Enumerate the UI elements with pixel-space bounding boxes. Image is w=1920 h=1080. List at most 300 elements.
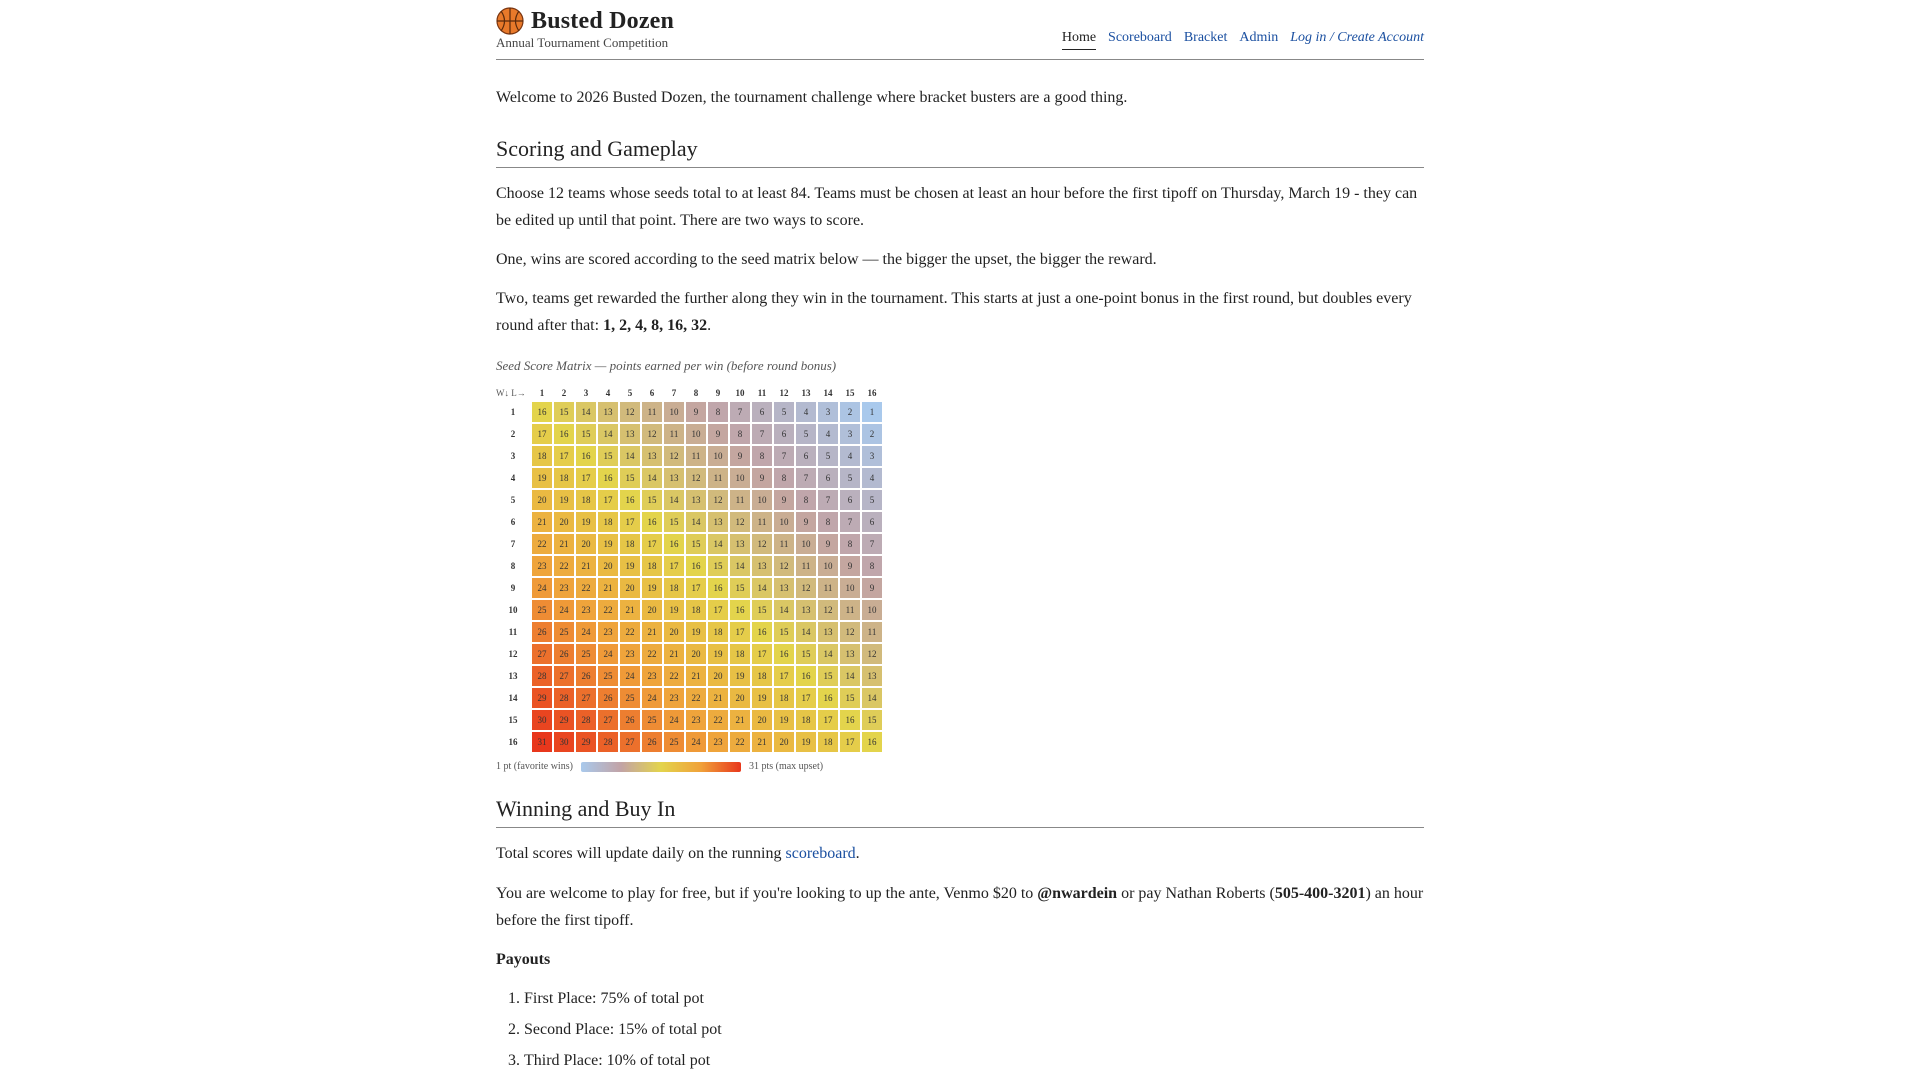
matrix-cell: 24 [532, 578, 552, 598]
matrix-cell: 5 [796, 424, 816, 444]
scoring-paragraph-1: Choose 12 teams whose seeds total to at least 84. Teams must be chosen at least an hour before the first tipoff on Thursday, March 19 - they can be edited up until that point. There are two ways to score. [496, 185, 1418, 229]
matrix-cell: 22 [554, 556, 574, 576]
matrix-cell: 19 [796, 732, 816, 752]
nav-scoreboard[interactable]: Scoreboard [1108, 30, 1172, 45]
matrix-cell: 11 [752, 512, 772, 532]
matrix-row [496, 468, 882, 488]
matrix-cell: 17 [840, 732, 860, 752]
matrix-cell: 14 [686, 512, 706, 532]
matrix-col-header: 15 [845, 388, 855, 398]
matrix-cell: 14 [708, 534, 728, 554]
matrix-cell: 15 [576, 424, 596, 444]
matrix-cell: 17 [774, 666, 794, 686]
matrix-cell: 6 [818, 468, 838, 488]
legend-gradient-bar [581, 762, 741, 772]
matrix-cell: 15 [554, 402, 574, 422]
matrix-cell: 9 [708, 424, 728, 444]
matrix-cell: 21 [554, 534, 574, 554]
matrix-cell: 18 [774, 688, 794, 708]
matrix-cell: 23 [686, 710, 706, 730]
matrix-cell: 18 [642, 556, 662, 576]
matrix-cell: 4 [796, 402, 816, 422]
matrix-cell: 27 [598, 710, 618, 730]
matrix-cell: 11 [642, 402, 662, 422]
matrix-cell: 10 [708, 446, 728, 466]
matrix-cell: 26 [554, 644, 574, 664]
matrix-cell: 22 [708, 710, 728, 730]
matrix-cell: 9 [774, 490, 794, 510]
matrix-cell: 7 [774, 446, 794, 466]
matrix-cell: 27 [554, 666, 574, 686]
matrix-row-header: 7 [510, 539, 516, 549]
round-bonus-text: Two, teams get rewarded the further along they win in the tournament. This starts at just a one-point bonus in the first round, but doubles every round after that: [496, 290, 1412, 334]
matrix-cell: 9 [686, 402, 706, 422]
matrix-cell: 22 [686, 688, 706, 708]
matrix-cell: 16 [730, 600, 750, 620]
matrix-cell: 9 [730, 446, 750, 466]
matrix-cell: 17 [730, 622, 750, 642]
matrix-cell: 24 [576, 622, 596, 642]
matrix-col-header: 1 [539, 388, 545, 398]
matrix-row-header: 13 [508, 671, 518, 681]
matrix-cell: 8 [862, 556, 882, 576]
matrix-cell: 22 [598, 600, 618, 620]
payouts-list [496, 987, 1452, 1080]
matrix-cell: 21 [576, 556, 596, 576]
matrix-cell: 14 [774, 600, 794, 620]
matrix-cell: 6 [796, 446, 816, 466]
nav-admin[interactable]: Admin [1239, 30, 1279, 45]
matrix-cell: 20 [554, 512, 574, 532]
matrix-cell: 14 [840, 666, 860, 686]
matrix-cell: 23 [664, 688, 684, 708]
matrix-cell: 8 [840, 534, 860, 554]
scoring-paragraph-2: One, wins are scored according to the seed matrix below — the bigger the upset, the bigger the reward. [496, 251, 1157, 268]
matrix-cell: 15 [730, 578, 750, 598]
matrix-col-header: 13 [801, 388, 811, 398]
matrix-cell: 12 [708, 490, 728, 510]
matrix-cell: 19 [708, 644, 728, 664]
matrix-cell: 5 [818, 446, 838, 466]
matrix-cell: 18 [620, 534, 640, 554]
matrix-cell: 2 [862, 424, 882, 444]
matrix-cell: 22 [576, 578, 596, 598]
matrix-row [496, 622, 882, 642]
matrix-cell: 10 [774, 512, 794, 532]
matrix-cell: 21 [686, 666, 706, 686]
matrix-cell: 19 [730, 666, 750, 686]
matrix-cell: 23 [708, 732, 728, 752]
matrix-cell: 4 [862, 468, 882, 488]
matrix-cell: 26 [576, 666, 596, 686]
matrix-cell: 8 [774, 468, 794, 488]
buyin-text-b: or pay Nathan Roberts ( [1117, 885, 1275, 902]
matrix-cell: 25 [642, 710, 662, 730]
matrix-cell: 18 [752, 666, 772, 686]
matrix-cell: 3 [862, 446, 882, 466]
matrix-cell: 19 [774, 710, 794, 730]
matrix-row [496, 710, 882, 730]
matrix-cell: 16 [818, 688, 838, 708]
matrix-cell: 9 [862, 578, 882, 598]
matrix-cell: 17 [642, 534, 662, 554]
round-bonus-suffix: . [707, 317, 712, 334]
matrix-cell: 23 [532, 556, 552, 576]
matrix-cell: 14 [818, 644, 838, 664]
matrix-cell: 20 [576, 534, 596, 554]
matrix-row-header: 11 [508, 627, 518, 637]
matrix-cell: 17 [576, 468, 596, 488]
matrix-cell: 25 [664, 732, 684, 752]
matrix-cell: 10 [818, 556, 838, 576]
matrix-cell: 7 [730, 402, 750, 422]
matrix-row-header: 1 [510, 407, 516, 417]
brand[interactable] [496, 7, 674, 35]
matrix-col-header: 6 [649, 388, 655, 398]
matrix-cell: 8 [730, 424, 750, 444]
matrix-header-row [496, 386, 882, 400]
matrix-cell: 13 [664, 468, 684, 488]
matrix-cell: 16 [686, 556, 706, 576]
matrix-cell: 17 [554, 446, 574, 466]
matrix-cell: 16 [642, 512, 662, 532]
matrix-cell: 11 [862, 622, 882, 642]
seed-matrix-container [494, 384, 1422, 754]
matrix-cell: 2 [840, 402, 860, 422]
site-header [496, 0, 1424, 60]
matrix-cell: 16 [554, 424, 574, 444]
nav-login[interactable]: Log in / Create Account [1290, 30, 1424, 45]
matrix-cell: 14 [598, 424, 618, 444]
matrix-cell: 25 [620, 688, 640, 708]
matrix-cell: 19 [752, 688, 772, 708]
matrix-cell: 18 [576, 490, 596, 510]
matrix-row [496, 688, 882, 708]
matrix-row-header: 2 [510, 429, 516, 439]
matrix-cell: 16 [598, 468, 618, 488]
matrix-cell: 20 [708, 666, 728, 686]
matrix-cell: 18 [730, 644, 750, 664]
matrix-cell: 22 [664, 666, 684, 686]
matrix-cell: 21 [730, 710, 750, 730]
matrix-cell: 10 [840, 578, 860, 598]
matrix-cell: 23 [642, 666, 662, 686]
matrix-cell: 17 [686, 578, 706, 598]
matrix-cell: 9 [818, 534, 838, 554]
matrix-cell: 26 [598, 688, 618, 708]
matrix-cell: 7 [862, 534, 882, 554]
matrix-cell: 13 [840, 644, 860, 664]
matrix-cell: 20 [620, 578, 640, 598]
matrix-cell: 28 [576, 710, 596, 730]
matrix-cell: 28 [554, 688, 574, 708]
matrix-col-header: 4 [605, 388, 611, 398]
matrix-row-header: 10 [508, 605, 518, 615]
matrix-row-header: 14 [508, 693, 518, 703]
matrix-cell: 17 [708, 600, 728, 620]
buyin-text-c: ) an hour before the first tipoff. [496, 885, 1424, 929]
matrix-row-header: 5 [510, 495, 516, 505]
matrix-cell: 15 [598, 446, 618, 466]
matrix-cell: 13 [686, 490, 706, 510]
matrix-cell: 21 [598, 578, 618, 598]
matrix-cell: 11 [686, 446, 706, 466]
matrix-row-header: 12 [508, 649, 518, 659]
legend-max-label: 31 pts (max upset) [748, 761, 824, 772]
matrix-cell: 3 [840, 424, 860, 444]
matrix-cell: 26 [642, 732, 662, 752]
matrix-cell: 7 [796, 468, 816, 488]
matrix-cell: 26 [532, 622, 552, 642]
matrix-cell: 4 [818, 424, 838, 444]
matrix-cell: 15 [708, 556, 728, 576]
matrix-cell: 21 [708, 688, 728, 708]
matrix-cell: 26 [620, 710, 640, 730]
matrix-cell: 6 [774, 424, 794, 444]
basketball-icon [496, 7, 524, 35]
matrix-col-header: 11 [757, 388, 767, 398]
matrix-cell: 17 [532, 424, 552, 444]
matrix-cell: 27 [532, 644, 552, 664]
matrix-cell: 14 [620, 446, 640, 466]
matrix-cell: 18 [598, 512, 618, 532]
matrix-cell: 11 [774, 534, 794, 554]
matrix-caption: Seed Score Matrix — points earned per win (before round bonus) [496, 358, 837, 373]
matrix-cell: 12 [774, 556, 794, 576]
matrix-cell: 22 [532, 534, 552, 554]
matrix-cell: 18 [796, 710, 816, 730]
matrix-col-header: 14 [823, 388, 833, 398]
matrix-cell: 12 [730, 512, 750, 532]
matrix-cell: 28 [532, 666, 552, 686]
matrix-row-header: 4 [510, 473, 516, 483]
matrix-col-header: 10 [735, 388, 745, 398]
matrix-col-header: 2 [561, 388, 567, 398]
matrix-cell: 18 [532, 446, 552, 466]
matrix-col-header: 3 [583, 388, 589, 398]
phone-number: 505-400-3201 [1274, 885, 1366, 902]
matrix-cell: 11 [840, 600, 860, 620]
matrix-cell: 20 [752, 710, 772, 730]
matrix-row [496, 402, 882, 422]
matrix-cell: 5 [840, 468, 860, 488]
matrix-cell: 14 [796, 622, 816, 642]
matrix-cell: 19 [554, 490, 574, 510]
matrix-cell: 11 [796, 556, 816, 576]
payout-first: 1. First Place: 75% of total pot [524, 987, 1452, 1018]
matrix-cell: 18 [554, 468, 574, 488]
matrix-cell: 4 [840, 446, 860, 466]
matrix-cell: 19 [664, 600, 684, 620]
intro-text: Welcome to 2026 Busted Dozen, the tournament challenge where bracket busters are a good thing. [496, 89, 1128, 106]
matrix-cell: 21 [752, 732, 772, 752]
matrix-cell: 15 [796, 644, 816, 664]
payout-second: 2. Second Place: 15% of total pot [524, 1018, 1452, 1049]
matrix-cell: 27 [620, 732, 640, 752]
matrix-cell: 21 [664, 644, 684, 664]
matrix-cell: 10 [752, 490, 772, 510]
nav-home[interactable]: Home [1062, 30, 1096, 50]
matrix-cell: 20 [774, 732, 794, 752]
matrix-cell: 10 [664, 402, 684, 422]
matrix-cell: 15 [752, 600, 772, 620]
matrix-cell: 11 [708, 468, 728, 488]
matrix-cell: 8 [752, 446, 772, 466]
matrix-cell: 13 [730, 534, 750, 554]
matrix-row [496, 556, 882, 576]
matrix-cell: 14 [642, 468, 662, 488]
matrix-row [496, 600, 882, 620]
matrix-cell: 17 [796, 688, 816, 708]
scoreboard-link[interactable]: scoreboard [785, 845, 856, 862]
matrix-cell: 24 [686, 732, 706, 752]
matrix-cell: 16 [774, 644, 794, 664]
matrix-legend [496, 761, 1424, 772]
matrix-cell: 8 [818, 512, 838, 532]
matrix-cell: 12 [840, 622, 860, 642]
payout-third: 3. Third Place: 10% of total pot [524, 1049, 1452, 1080]
matrix-cell: 6 [862, 512, 882, 532]
matrix-col-header: 16 [867, 388, 877, 398]
matrix-cell: 9 [752, 468, 772, 488]
matrix-cell: 11 [664, 424, 684, 444]
matrix-cell: 29 [532, 688, 552, 708]
matrix-cell: 3 [818, 402, 838, 422]
matrix-cell: 29 [554, 710, 574, 730]
matrix-cell: 17 [620, 512, 640, 532]
matrix-cell: 16 [752, 622, 772, 642]
matrix-cell: 15 [686, 534, 706, 554]
matrix-cell: 5 [862, 490, 882, 510]
matrix-row-header: 3 [510, 451, 516, 461]
matrix-cell: 25 [554, 622, 574, 642]
matrix-cell: 16 [840, 710, 860, 730]
matrix-cell: 7 [818, 490, 838, 510]
matrix-cell: 27 [576, 688, 596, 708]
matrix-cell: 13 [598, 402, 618, 422]
venmo-handle: @nwardein [1037, 885, 1118, 902]
matrix-row-header: 8 [510, 561, 516, 571]
scoreboard-suffix: . [855, 845, 860, 862]
matrix-cell: 13 [620, 424, 640, 444]
matrix-cell: 5 [774, 402, 794, 422]
main-nav [1062, 30, 1424, 50]
matrix-cell: 19 [532, 468, 552, 488]
matrix-cell: 15 [774, 622, 794, 642]
matrix-cell: 14 [664, 490, 684, 510]
matrix-cell: 12 [752, 534, 772, 554]
matrix-row [496, 732, 882, 752]
matrix-cell: 14 [752, 578, 772, 598]
matrix-cell: 23 [598, 622, 618, 642]
payouts-heading: Payouts [496, 951, 551, 968]
matrix-cell: 19 [576, 512, 596, 532]
matrix-cell: 14 [576, 402, 596, 422]
matrix-cell: 17 [598, 490, 618, 510]
matrix-cell: 14 [862, 688, 882, 708]
matrix-cell: 19 [620, 556, 640, 576]
matrix-cell: 16 [532, 402, 552, 422]
matrix-cell: 12 [642, 424, 662, 444]
matrix-cell: 21 [532, 512, 552, 532]
matrix-cell: 14 [730, 556, 750, 576]
nav-bracket[interactable]: Bracket [1183, 30, 1228, 45]
matrix-col-header: 7 [671, 388, 677, 398]
buyin-text-a: You are welcome to play for free, but if you're looking to up the ante, Venmo $20 to [496, 885, 1038, 902]
matrix-cell: 22 [620, 622, 640, 642]
matrix-col-header: 9 [715, 388, 721, 398]
round-bonus-values: 1, 2, 4, 8, 16, 32 [603, 317, 708, 334]
matrix-cell: 13 [862, 666, 882, 686]
matrix-cell: 21 [642, 622, 662, 642]
matrix-cell: 11 [818, 578, 838, 598]
matrix-col-header: 8 [693, 388, 699, 398]
matrix-cell: 30 [532, 710, 552, 730]
matrix-cell: 25 [598, 666, 618, 686]
matrix-cell: 17 [664, 556, 684, 576]
matrix-row-header: 6 [510, 517, 516, 527]
matrix-cell: 24 [554, 600, 574, 620]
matrix-row [496, 534, 882, 554]
matrix-row-header: 15 [508, 715, 518, 725]
matrix-cell: 15 [862, 710, 882, 730]
matrix-cell: 24 [642, 688, 662, 708]
matrix-row-header: 16 [508, 737, 518, 747]
matrix-cell: 17 [818, 710, 838, 730]
matrix-cell: 19 [598, 534, 618, 554]
matrix-cell: 16 [708, 578, 728, 598]
matrix-cell: 13 [752, 556, 772, 576]
matrix-cell: 6 [752, 402, 772, 422]
matrix-cell: 12 [818, 600, 838, 620]
matrix-cell: 11 [730, 490, 750, 510]
matrix-cell: 19 [642, 578, 662, 598]
matrix-cell: 15 [664, 512, 684, 532]
matrix-cell: 12 [862, 644, 882, 664]
matrix-row [496, 446, 882, 466]
matrix-cell: 19 [686, 622, 706, 642]
matrix-cell: 10 [686, 424, 706, 444]
matrix-cell: 25 [576, 644, 596, 664]
matrix-cell: 29 [576, 732, 596, 752]
matrix-cell: 21 [620, 600, 640, 620]
matrix-cell: 13 [818, 622, 838, 642]
legend-min-label: 1 pt (favorite wins) [496, 761, 573, 772]
scoring-heading: Scoring and Gameplay [496, 136, 1424, 168]
seed-score-matrix [494, 384, 884, 754]
matrix-cell: 18 [708, 622, 728, 642]
matrix-row [496, 578, 882, 598]
matrix-cell: 7 [752, 424, 772, 444]
matrix-cell: 28 [598, 732, 618, 752]
matrix-cell: 20 [532, 490, 552, 510]
matrix-col-header: 12 [779, 388, 789, 398]
matrix-cell: 10 [796, 534, 816, 554]
matrix-cell: 10 [862, 600, 882, 620]
winning-heading: Winning and Buy In [496, 796, 1424, 828]
matrix-cell: 17 [752, 644, 772, 664]
matrix-cell: 15 [840, 688, 860, 708]
matrix-cell: 7 [840, 512, 860, 532]
matrix-cell: 23 [620, 644, 640, 664]
matrix-row [496, 490, 882, 510]
matrix-cell: 24 [598, 644, 618, 664]
matrix-cell: 16 [620, 490, 640, 510]
matrix-cell: 20 [686, 644, 706, 664]
matrix-cell: 18 [664, 578, 684, 598]
matrix-cell: 13 [708, 512, 728, 532]
matrix-cell: 10 [730, 468, 750, 488]
